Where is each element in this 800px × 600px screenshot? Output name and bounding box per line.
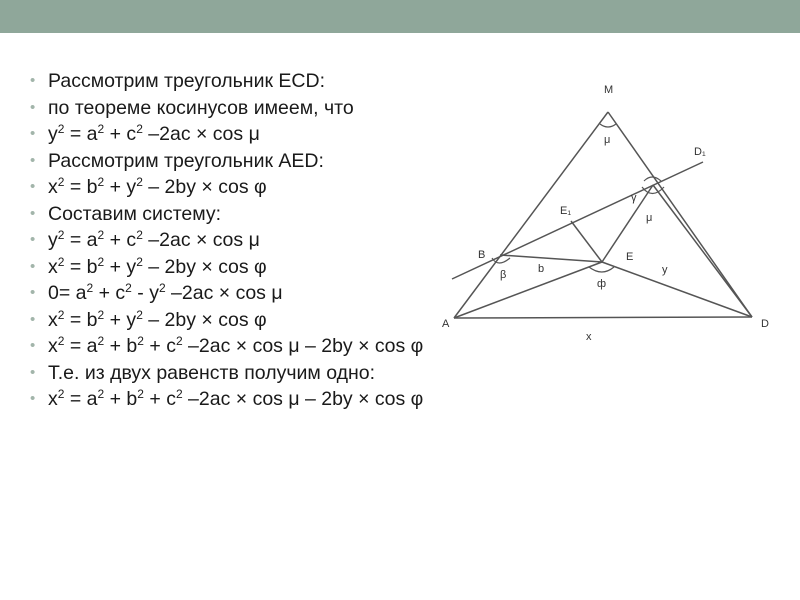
label-mu-mid: μ [646, 212, 653, 224]
text-run: x [48, 255, 58, 278]
bullet-dot-icon: • [30, 337, 36, 354]
text-run: Рассмотрим треугольник AED: [48, 149, 324, 172]
segment-am [454, 112, 611, 318]
text-run: –2ac × cos μ – 2by × cos φ [182, 388, 424, 410]
bullet-text [48, 309, 267, 331]
text-run: + c [104, 123, 137, 145]
bullet-text [48, 203, 221, 225]
text-run: x [48, 388, 58, 410]
label-d1: D₁ [694, 146, 706, 158]
bullet-dot-icon: • [30, 310, 36, 328]
angle-arc-m [600, 124, 616, 127]
text-run: = a [64, 229, 98, 251]
text-run: x [48, 335, 58, 357]
bullet-dot-icon: • [30, 284, 36, 301]
text-run: x [48, 176, 58, 198]
superscript: 2 [97, 175, 105, 189]
text-run: - y [131, 282, 159, 304]
top-accent-bar [0, 0, 800, 33]
angle-arc-mu-mid [644, 177, 661, 181]
text-run: – 2by × cos φ [142, 308, 267, 331]
segment-be [500, 255, 602, 262]
bullet-dot-icon: • [30, 363, 36, 381]
text-run: Составим систему: [48, 202, 222, 225]
label-gamma: γ [631, 192, 637, 204]
bullet-text [48, 176, 267, 198]
text-run: y [48, 123, 58, 145]
text-run: + b [104, 335, 138, 357]
label-m: M [604, 84, 614, 96]
bullet-text [48, 70, 325, 92]
label-e1: E₁ [560, 205, 572, 217]
superscript: 2 [57, 228, 65, 242]
label-y: y [662, 264, 668, 276]
text-run: + y [104, 255, 137, 278]
superscript: 2 [97, 307, 105, 322]
text-run: Т.е. из двух равенств получим одно: [48, 361, 376, 384]
bullet-item [30, 386, 590, 413]
bullet-dot-icon: • [30, 231, 36, 248]
superscript: 2 [86, 281, 94, 295]
superscript: 2 [136, 307, 143, 322]
text-run: + y [104, 308, 137, 331]
superscript: 2 [158, 281, 166, 295]
segment-ad [454, 317, 752, 318]
label-beta: β [500, 269, 507, 281]
superscript: 2 [57, 175, 65, 189]
segment-md [608, 112, 752, 317]
bullet-dot-icon: • [30, 151, 36, 169]
text-run: –2ac × cos μ – 2by × cos φ [182, 335, 424, 357]
label-x: x [586, 331, 592, 343]
geometry-diagram [430, 75, 790, 355]
superscript: 2 [137, 334, 144, 348]
text-run: –2ac × cos μ [142, 123, 260, 145]
superscript: 2 [97, 387, 105, 401]
superscript: 2 [57, 307, 65, 322]
text-run: по теореме косинусов имеем, что [48, 96, 354, 119]
text-run: + c [93, 282, 126, 304]
bullet-text [48, 335, 423, 357]
superscript: 2 [175, 334, 183, 348]
text-run: x [48, 308, 58, 331]
text-run: = b [64, 255, 98, 278]
bullet-dot-icon: • [30, 390, 36, 407]
bullet-text [48, 362, 375, 384]
superscript: 2 [136, 254, 143, 269]
label-b-point: B [478, 249, 486, 261]
label-mu-top: μ [604, 134, 611, 146]
bullet-dot-icon: • [30, 204, 36, 222]
bullet-text [48, 256, 267, 278]
text-run: 0= a [48, 282, 87, 304]
text-run: + c [143, 335, 176, 357]
text-run: = a [64, 388, 98, 410]
bullet-dot-icon: • [30, 178, 36, 195]
bullet-text [48, 97, 354, 119]
superscript: 2 [137, 387, 144, 401]
text-run: = b [64, 176, 98, 198]
segment-cd [653, 185, 752, 317]
superscript: 2 [57, 122, 65, 136]
bullet-dot-icon: • [30, 125, 36, 142]
text-run: – 2by × cos φ [142, 176, 267, 198]
bullet-text [48, 123, 260, 145]
text-run: + b [104, 388, 138, 410]
angle-arc-phi [589, 267, 614, 272]
bullet-text [48, 229, 260, 251]
bullet-text [48, 282, 283, 304]
segment-e1e [571, 221, 602, 262]
superscript: 2 [97, 254, 105, 269]
bullet-dot-icon: • [30, 72, 36, 89]
superscript: 2 [175, 387, 183, 401]
label-d: D [761, 318, 769, 330]
superscript: 2 [97, 228, 105, 242]
label-e: E [626, 251, 634, 263]
text-run: + c [143, 388, 176, 410]
superscript: 2 [57, 387, 65, 401]
label-phi: ф [597, 278, 607, 290]
superscript: 2 [97, 334, 105, 348]
text-run: y [48, 229, 58, 251]
segment-bd1 [452, 162, 703, 279]
text-run: –2ac × cos μ [165, 282, 283, 304]
bullet-item [30, 360, 590, 387]
superscript: 2 [97, 122, 105, 136]
superscript: 2 [57, 334, 65, 348]
label-b-side: b [538, 263, 545, 275]
text-run: – 2by × cos φ [142, 255, 267, 278]
text-run: + y [104, 176, 137, 198]
text-run: = a [64, 123, 98, 145]
segment-ae [454, 262, 602, 318]
superscript: 2 [136, 122, 143, 136]
bullet-text [48, 388, 423, 410]
superscript: 2 [136, 175, 143, 189]
superscript: 2 [136, 228, 143, 242]
bullet-dot-icon: • [30, 257, 36, 275]
text-run: = a [64, 335, 98, 357]
text-run: = b [64, 308, 98, 331]
superscript: 2 [57, 254, 65, 269]
text-run: + c [104, 229, 137, 251]
bullet-dot-icon: • [30, 98, 36, 116]
label-a: A [442, 318, 450, 330]
bullet-text [48, 150, 324, 172]
segment-ed [602, 262, 752, 317]
text-run: Рассмотрим треугольник ECD: [48, 70, 326, 92]
superscript: 2 [125, 281, 132, 295]
text-run: –2ac × cos μ [142, 229, 260, 251]
